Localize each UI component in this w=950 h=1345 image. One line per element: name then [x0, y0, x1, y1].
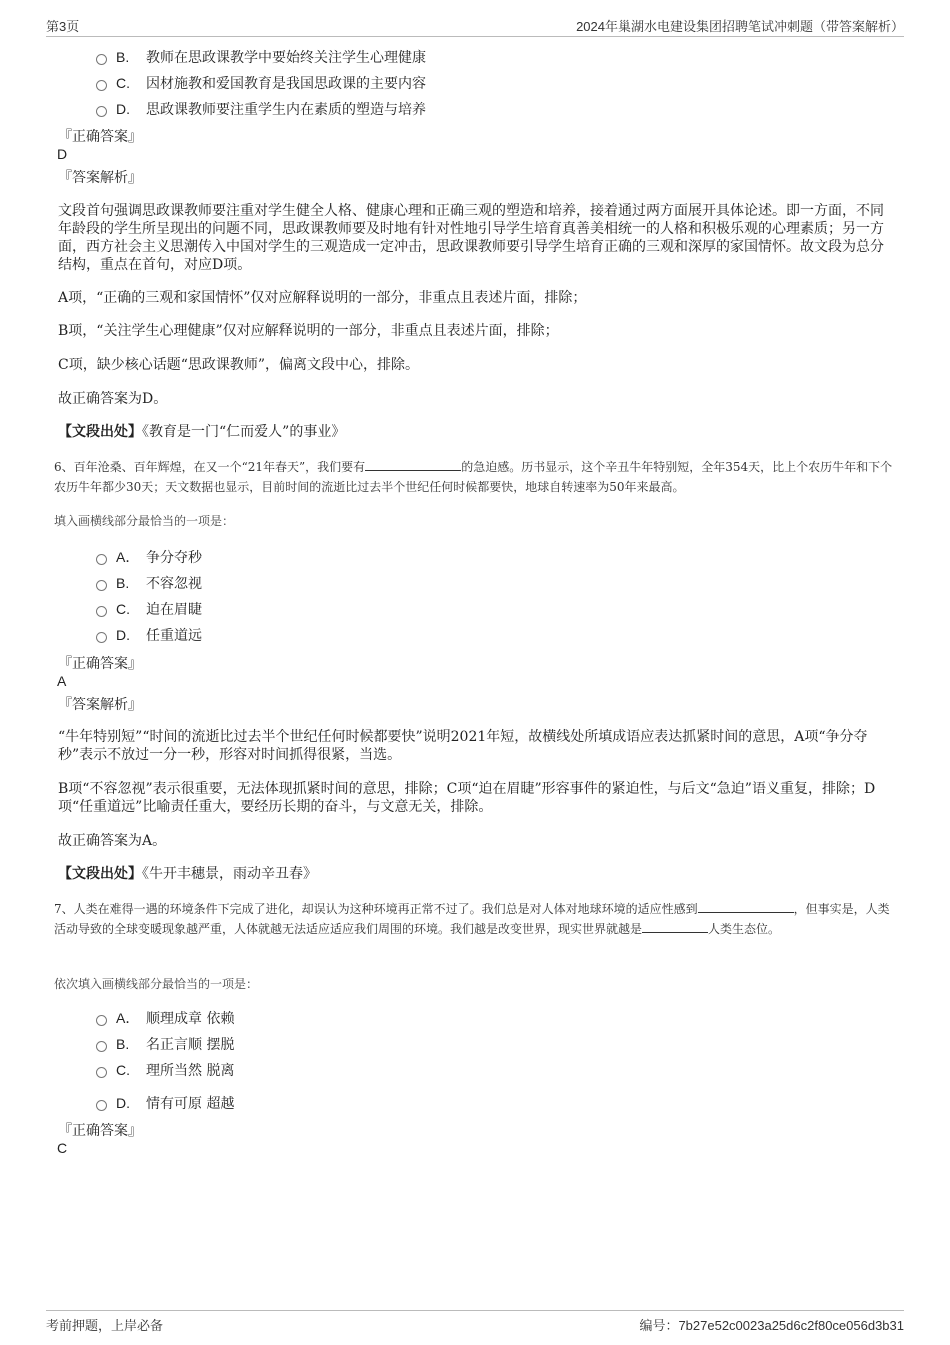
q6-option-a[interactable]: A． 争分夺秒 [96, 546, 202, 568]
radio-icon[interactable] [96, 580, 107, 591]
q5-option-c[interactable]: C. 因材施教和爱国教育是我国思政课的主要内容 [96, 72, 426, 94]
q5-analysis-label: 『答案解析』 [58, 170, 142, 186]
q5-analysis-c: C项，缺少核心话题“思政课教师”，偏离文段中心，排除。 [58, 357, 420, 373]
page-number: 第3页 [46, 19, 80, 34]
footer-slogan: 考前押题，上岸必备 [46, 1318, 164, 1333]
q6-analysis-others: B项“不容忽视”表示很重要，无法体现抓紧时间的意思，排除；C项“迫在眉睫”形容事件的紧迫性，与后文“急迫”语义重复，排除；D项“任重道远”比喻责任重大，要经历长期的奋斗，与文意无关，排除。 [58, 781, 876, 815]
q7-blank-1 [698, 900, 794, 913]
q7-option-a[interactable]: A． 顺理成章 依赖 [96, 1007, 234, 1029]
document-title: 2024年巢湖水电建设集团招聘笔试冲刺题（带答案解析） [576, 19, 904, 34]
radio-icon[interactable] [96, 1100, 107, 1111]
page-header [46, 14, 904, 37]
q7-answer: C [57, 1140, 68, 1156]
radio-icon[interactable] [96, 606, 107, 617]
radio-icon[interactable] [96, 1015, 107, 1026]
page-footer [46, 1310, 904, 1335]
radio-icon[interactable] [96, 106, 107, 117]
radio-icon[interactable] [96, 554, 107, 565]
q6-question-text: 6、百年沧桑、百年辉煌，在又一个“21年春天”，我们要有 的急迫感。历书显示，这个辛丑牛年特别短，全年354天，比上个农历牛年和下个农历牛年都少30天；天文数据也显示，目前时间的流逝比过去半个世纪任何时候都要快，地球自转速率为50年来最高。 [54, 460, 893, 494]
q5-option-d[interactable]: D. 思政课教师要注重学生内在素质的塑造与培养 [96, 98, 426, 120]
q6-option-b[interactable]: B. 不容忽视 [96, 572, 202, 594]
radio-icon[interactable] [96, 54, 107, 65]
q6-analysis-label: 『答案解析』 [58, 697, 142, 713]
q7-option-b[interactable]: B. 名正言顺 摆脱 [96, 1033, 234, 1055]
q6-analysis-main: “牛年特别短”“时间的流逝比过去半个世纪任何时候都要快”说明2021年短，故横线处所填成语应表达抓紧时间的意思，A项“争分夺秒”表示不放过一分一秒，形容对时间抓得很紧，当选。 [58, 729, 868, 763]
q6-conclusion: 故正确答案为A。 [58, 833, 167, 849]
q7-blank-2 [642, 920, 708, 933]
q7-answer-label: 『正确答案』 [58, 1123, 142, 1139]
q5-conclusion: 故正确答案为D。 [58, 391, 168, 407]
q6-answer: A [57, 673, 67, 689]
q6-source: 【文段出处】《牛开丰穗景，雨动辛丑春》 [58, 866, 317, 882]
q6-prompt: 填入画横线部分最恰当的一项是： [54, 514, 235, 528]
q6-blank [365, 458, 461, 471]
q6-option-c[interactable]: C. 迫在眉睫 [96, 598, 202, 620]
q6-answer-label: 『正确答案』 [58, 656, 142, 672]
q6-option-d[interactable]: D. 任重道远 [96, 624, 202, 646]
q7-prompt: 依次填入画横线部分最恰当的一项是： [54, 977, 259, 991]
q7-question-text: 7、人类在难得一遇的环境条件下完成了进化，却误认为这种环境再正常不过了。我们总是对人体对地球环境的适应性感到 ，但事实是，人类活动导致的全球变暖现象越严重，人体就越无法适应适应我们周围的环境。我们越是改变世界，现实世界就越是 人类生态位。 [54, 902, 890, 936]
q7-option-d[interactable]: D. 情有可原 超越 [96, 1092, 234, 1114]
q5-source: 【文段出处】《教育是一门“仁而爱人”的事业》 [58, 424, 346, 440]
q5-answer-label: 『正确答案』 [58, 129, 142, 145]
q5-analysis-b: B项，“关注学生心理健康”仅对应解释说明的一部分，非重点且表述片面，排除； [58, 323, 559, 339]
q7-option-c[interactable]: C. 理所当然 脱离 [96, 1059, 234, 1081]
q5-answer: D [57, 146, 68, 162]
radio-icon[interactable] [96, 632, 107, 643]
document-id: 编号：7b27e52c0023a25d6c2f80ce056d3b31 [639, 1318, 904, 1333]
q5-analysis-a: A项，“正确的三观和家国情怀”仅对应解释说明的一部分，非重点且表述片面，排除； [58, 290, 587, 306]
radio-icon[interactable] [96, 1041, 107, 1052]
q5-option-b[interactable]: B. 教师在思政课教学中要始终关注学生心理健康 [96, 46, 426, 68]
radio-icon[interactable] [96, 1067, 107, 1078]
q5-analysis-main: 文段首句强调思政课教师要注重对学生健全人格、健康心理和正确三观的塑造和培养，接着通过两方面展开具体论述。即一方面，不同年龄段的学生所呈现出的问题不同，思政课教师要及时地有针对性地引导学生培育真善美相统一的人格和积极乐观的心理素质；另一方面，西方社会主义思潮传入中国对学生的三观造成一定冲击，思政课教师要引导学生培育正确的三观和深厚的家国情怀。故文段为总分结构，重点在首句，对应D项。 [58, 203, 884, 273]
radio-icon[interactable] [96, 80, 107, 91]
